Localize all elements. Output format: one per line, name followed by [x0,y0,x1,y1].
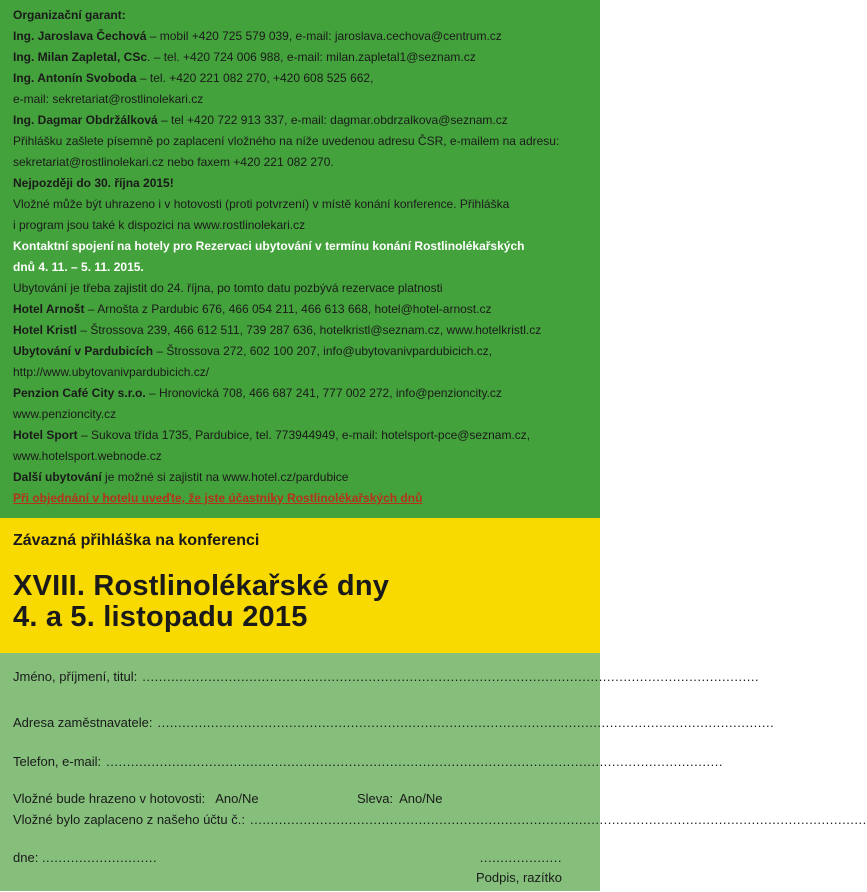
submission-instructions-line2: sekretariat@rostlinolekari.cz nebo faxem +420 221 082 270. [13,155,334,169]
name-field-dotted-line: ...................................................................................................................................................... [142,669,760,684]
discount-label: Sleva: [357,791,394,806]
signature-block [476,848,562,887]
hotel-booking-notice: Při objednání v hotelu uveďte, že jste účastníky Rostlinolékařských dnů [13,491,423,505]
hotel-sport-url: www.hotelsport.webnode.cz [13,449,162,463]
contact-antonin-svoboda: Ing. Antonín Svoboda – tel. +420 221 082 270, +420 608 525 662, [13,71,374,85]
hotels-heading-line2: dnů 4. 11. – 5. 11. 2015. [13,260,144,274]
penzion-cafe-city-url: www.penzioncity.cz [13,407,117,421]
date-field [13,850,157,865]
contact-milan-zapletal: Ing. Milan Zapletal, CSc. – tel. +420 724 006 988, e-mail: milan.zapletal1@seznam.cz [13,50,476,64]
date-label: dne: [13,850,39,865]
contact-jaroslava-cechova: Ing. Jaroslava Čechová – mobil +420 725 579 039, e-mail: jaroslava.cechova@centrum.cz [13,29,502,43]
discount-option [357,789,443,809]
ubytovani-v-pardubicich: Ubytování v Pardubicích – Štrossova 272, 602 100 207, info@ubytovanivpardubicich.cz, [13,344,493,358]
accommodation-deadline: Ubytování je třeba zajistit do 24. října, po tomto datu pozbývá rezervace platnosti [13,281,443,295]
payment-info-line2: i program jsou také k dispozici na www.rostlinolekari.cz [13,218,306,232]
payment-info-line1: Vložné může být uhrazeno i v hotovosti (proti potvrzení) v místě konání konference. Přihláška [13,197,510,211]
contact-svoboda-email: e-mail: sekretariat@rostlinolekari.cz [13,92,204,106]
cash-payment-row [13,789,562,809]
conference-title [13,571,588,633]
hotels-heading-line1: Kontaktní spojení na hotely pro Rezervaci ubytování v termínu konání Rostlinolékařských [13,239,525,253]
organizer-info-section [0,0,600,518]
date-dotted-line: ............................ [41,850,158,865]
form-subtitle: Závazná přihláška na konferenci [13,532,260,549]
hotel-sport: Hotel Sport – Sukova třída 1735, Pardubice, tel. 773944949, e-mail: hotelsport-pce@seznam.cz, [13,428,531,442]
ubytovani-v-pardubicich-url: http://www.ubytovanivpardubicich.cz/ [13,365,210,379]
organizer-heading: Organizační garant: [13,8,126,22]
date-signature-row [13,848,562,892]
phone-email-dotted-line: ...................................................................................................................................................... [106,754,723,769]
employer-address-field-label: Adresa zaměstnavatele: [13,715,153,730]
submission-instructions-line1: Přihlášku zašlete písemně po zaplacení vložného na níže uvedenou adresu ČSR, e-mailem na adresu: [13,134,560,148]
discount-yes-no: Ano/Ne [399,791,443,806]
account-payment-label: Vložné bylo zaplaceno z našeho účtu č.: [13,812,245,827]
conference-title-line1: XVIII. Rostlinolékařské dny [13,570,390,602]
title-banner [0,518,600,653]
cash-payment-label: Vložné bude hrazeno v hotovosti: [13,791,206,806]
account-payment-row [13,810,867,830]
dalsi-ubytovani: Další ubytování je možné si zajistit na www.hotel.cz/pardubice [13,470,349,484]
contact-dagmar-obdrzalkova: Ing. Dagmar Obdržálková – tel +420 722 913 337, e-mail: dagmar.obdrzalkova@seznam.cz [13,113,508,127]
employer-address-dotted-line: ...................................................................................................................................................... [157,715,775,730]
phone-email-field-label: Telefon, e-mail: [13,754,102,769]
account-number-dotted-line: ...................................................................................................................................................... [249,812,867,827]
signature-label: Podpis, razítko [476,870,562,885]
cash-payment-yes-no: Ano/Ne [215,791,259,806]
registration-form-section [0,653,867,891]
phone-email-field-row [13,752,723,772]
name-field-row [13,667,760,687]
hotel-kristl: Hotel Kristl – Štrossova 239, 466 612 511, 739 287 636, hotelkristl@seznam.cz, www.hotelkristl.cz [13,323,542,337]
hotel-arnost: Hotel Arnošt – Arnošta z Pardubic 676, 466 054 211, 466 613 668, hotel@hotel-arnost.cz [13,302,492,316]
penzion-cafe-city: Penzion Café City s.r.o. – Hronovická 708, 466 687 241, 777 002 272, info@penzioncity.cz [13,386,502,400]
name-field-label: Jméno, příjmení, titul: [13,669,138,684]
signature-dotted-line: .................... [479,850,562,865]
deadline-notice: Nejpozději do 30. října 2015! [13,176,174,190]
conference-title-line2: 4. a 5. listopadu 2015 [13,601,308,633]
employer-address-field-row [13,713,775,733]
